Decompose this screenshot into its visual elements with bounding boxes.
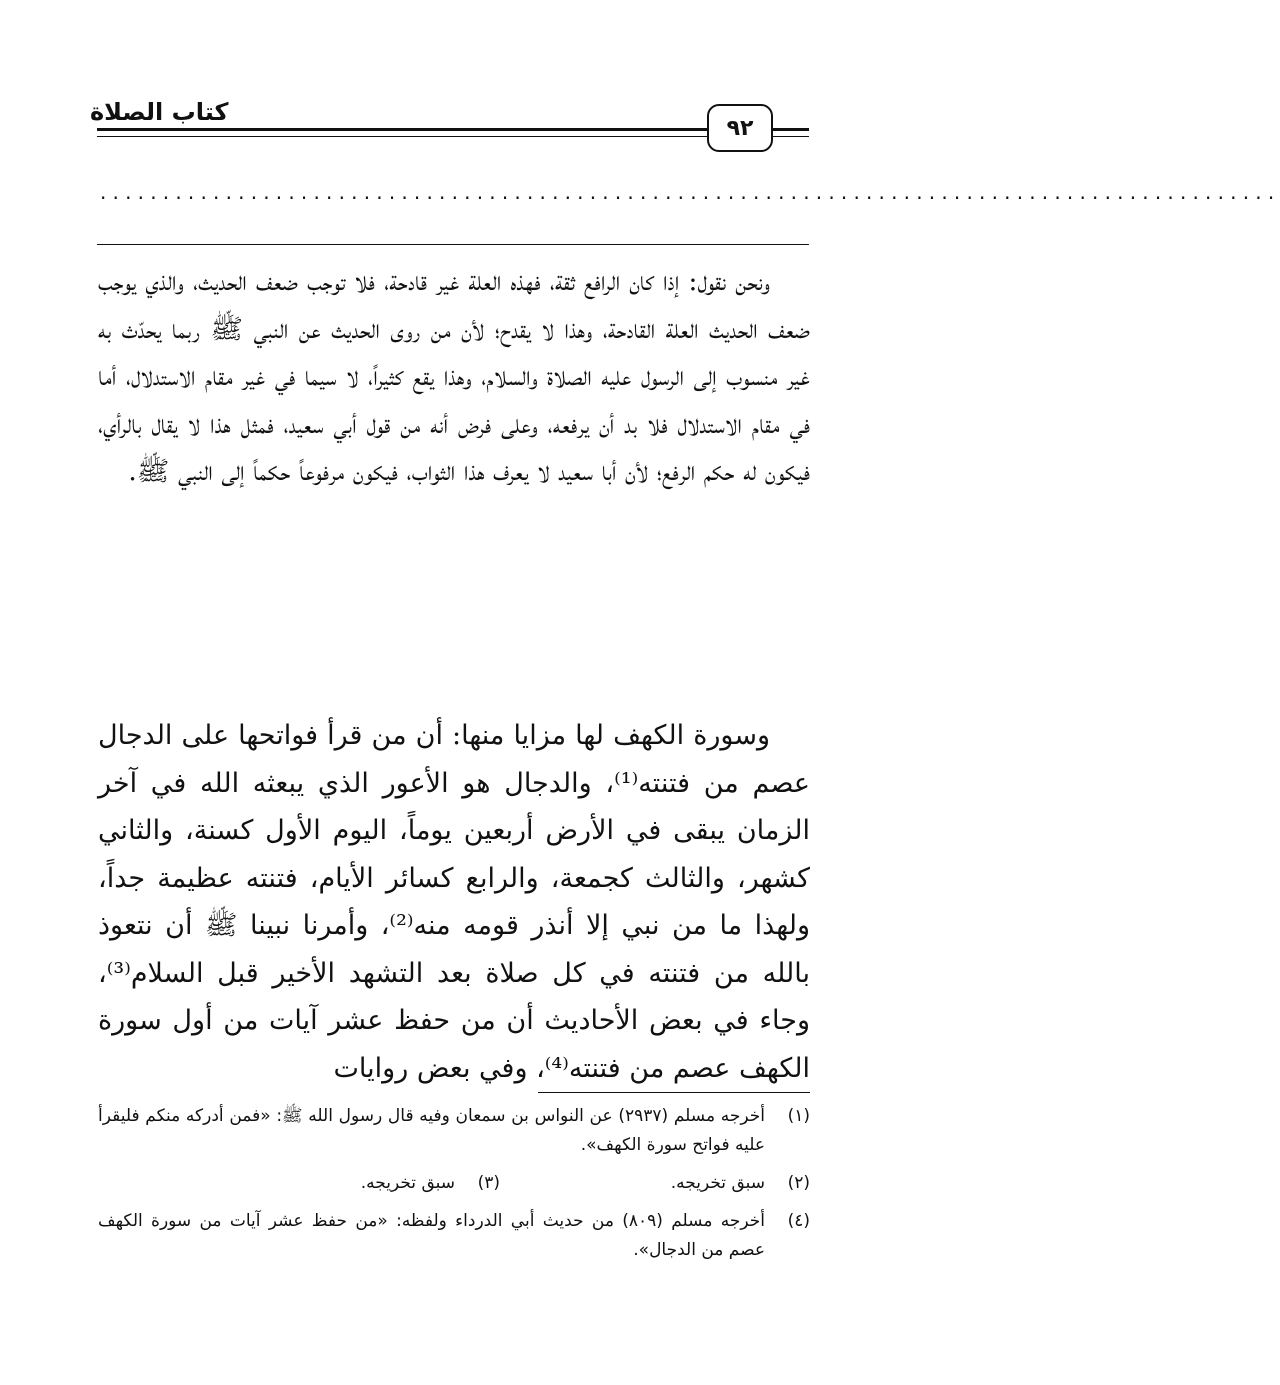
body-paragraph-2 — [98, 712, 810, 1092]
footnote-1 — [98, 1102, 810, 1160]
footnote-number: (٣) — [477, 1173, 500, 1193]
header-rule-thick — [97, 128, 809, 131]
running-header-title: كتاب الصلاة — [90, 98, 229, 126]
footnote-2 — [500, 1169, 810, 1198]
section-rule — [97, 244, 809, 245]
header-rule-thin — [97, 136, 809, 137]
footnote-number: (٤) — [787, 1211, 810, 1231]
footnote-text: أخرجه مسلم (٨٠٩) من حديث أبي الدرداء ولفظه: «من حفظ عشر آيات من سورة الكهف عصم من الدجال». — [98, 1211, 765, 1260]
footnote-text: سبق تخريجه. — [670, 1173, 765, 1193]
paragraph-text: ونحن نقول: إذا كان الرافع ثقة، فهذه العلة غير قادحة، فلا توجب ضعف الحديث، والذي يوجب ضعف الحديث العلة القادحة، وهذا لا يقدح؛ لأن من روى الحديث عن النبي ﷺ ربما يحدّث به غير منسوب إلى الرسول عليه الصلاة والسلام، وهذا يقع كثيراً، لا سيما في غير مقام الاستدلال، أما في مقام الاستدلال فلا بد أن يرفعه، وعلى فرض أنه من قول أبي سعيد، فمثل هذا لا يقال بالرأي، فيكون له حكم الرفع؛ لأن أبا سعيد لا يعرف هذا الثواب، فيكون مرفوعاً حكماً إلى النبي ﷺ. — [98, 266, 810, 487]
dotted-separator: .............................................................................................. — [100, 180, 1280, 204]
body-paragraph-1 — [98, 258, 810, 496]
footnote-2-3 — [98, 1169, 810, 1198]
footnotes — [98, 1102, 810, 1274]
page-number-badge: ٩٢ — [707, 104, 773, 152]
footnote-3 — [190, 1169, 500, 1198]
footnote-text: أخرجه مسلم (٢٩٣٧) عن النواس بن سمعان وفيه قال رسول الله ﷺ: «فمن أدركه منكم فليقرأ عليه فواتح سورة الكهف». — [98, 1106, 765, 1155]
footnote-text: سبق تخريجه. — [360, 1173, 455, 1193]
footnote-number: (١) — [787, 1106, 810, 1126]
footnote-4 — [98, 1207, 810, 1265]
footnote-separator — [538, 1092, 810, 1093]
paragraph-text: وسورة الكهف لها مزايا منها: أن من قرأ فواتحها على الدجال عصم من فتنته⁽¹⁾، والدجال هو الأعور الذي يبعثه الله في آخر الزمان يبقى في الأرض أربعين يوماً، اليوم الأول كسنة، والثاني كشهر، والثالث كجمعة، والرابع كسائر الأيام، فتنته عظيمة جداً، ولهذا ما من نبي إلا أنذر قومه منه⁽²⁾، وأمرنا نبينا ﷺ أن نتعوذ بالله من فتنته في كل صلاة بعد التشهد الأخير قبل السلام⁽³⁾، وجاء في بعض الأحاديث أن من حفظ عشر آيات من أول سورة الكهف عصم من فتنته⁽⁴⁾، وفي بعض روايات — [98, 720, 810, 1084]
footnote-number: (٢) — [787, 1173, 810, 1193]
